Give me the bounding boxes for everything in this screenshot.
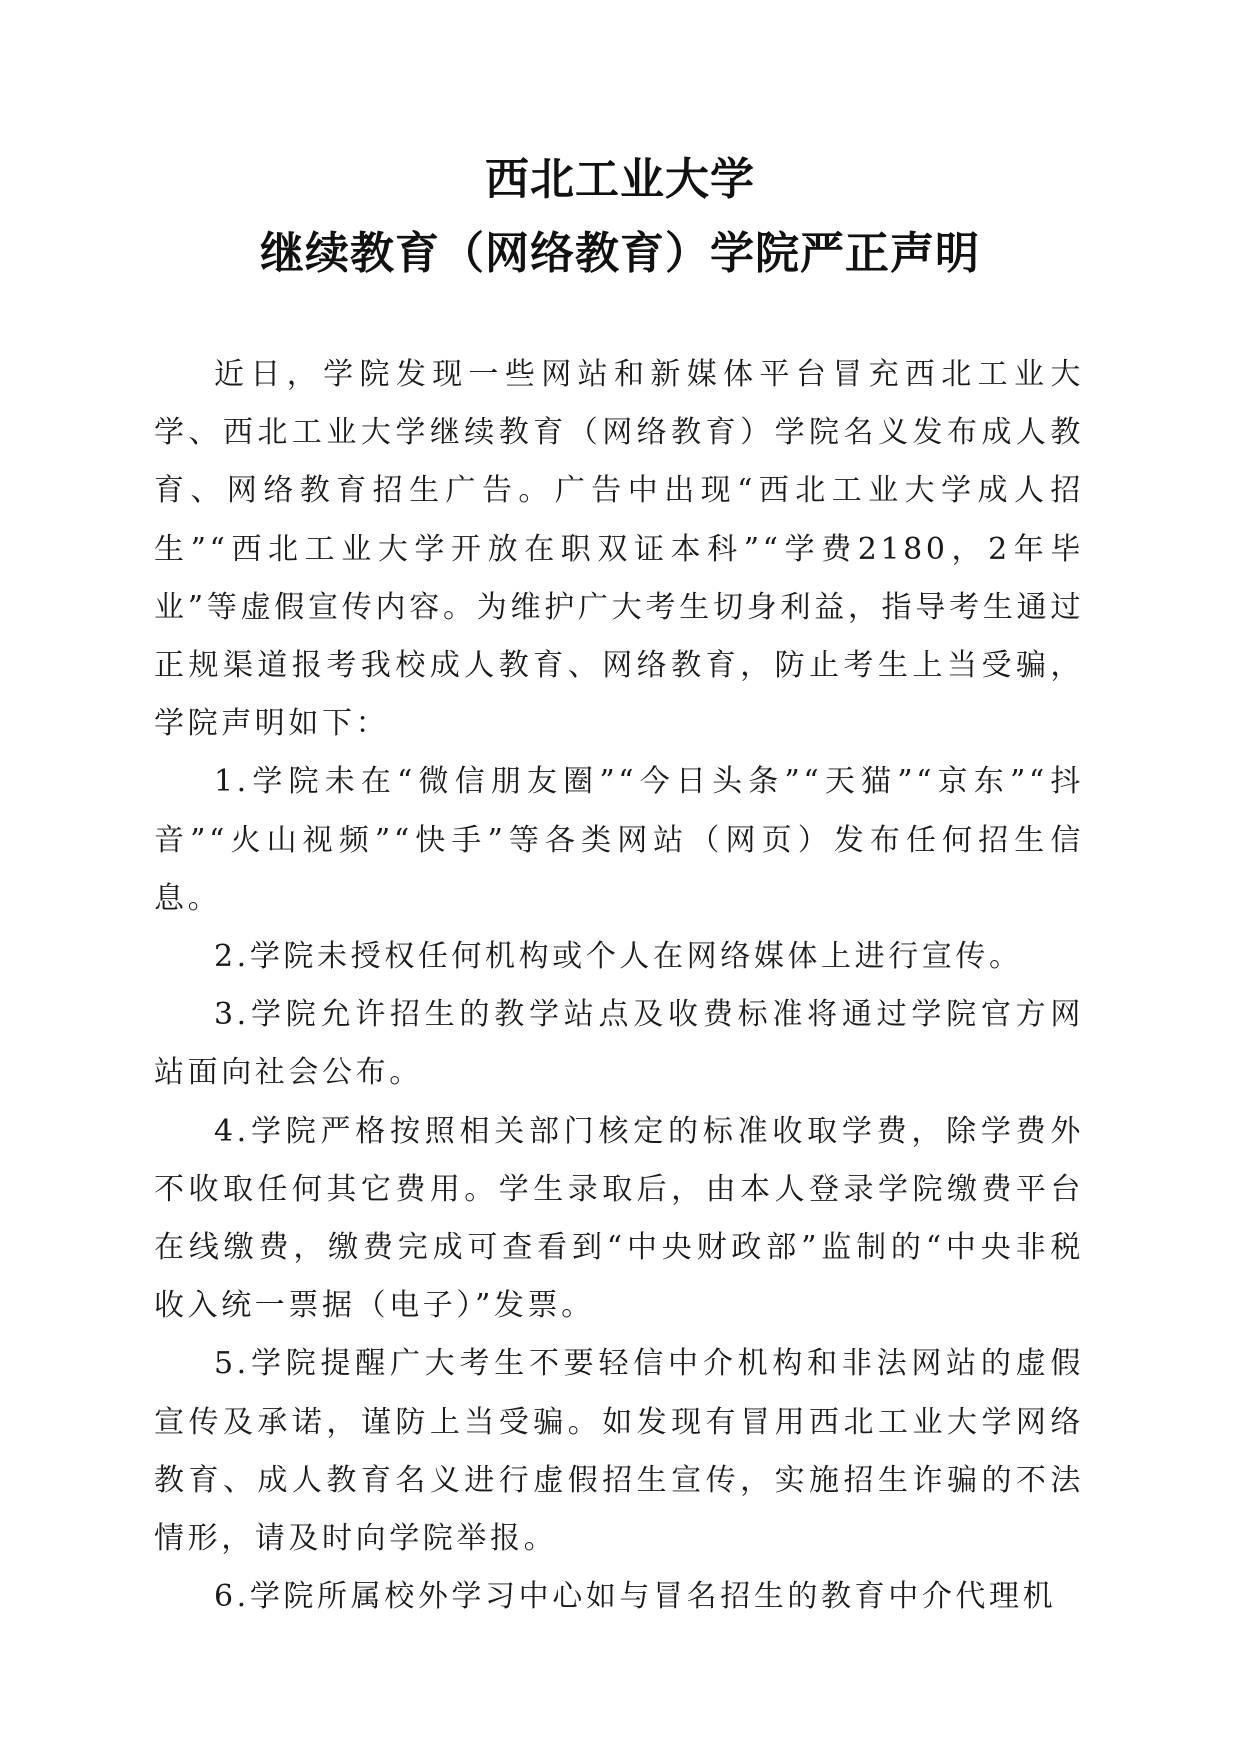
clause-2: 2.学院未授权任何机构或个人在网络媒体上进行宣传。 <box>214 939 1023 975</box>
clause-6: 6.学院所属校外学习中心如与冒名招生的教育中介代理机 <box>214 1579 1057 1615</box>
intro-paragraph: 近日，学院发现一些网站和新媒体平台冒充西北工业大学、西北工业大学继续教育（网络教育）学院名义发布成人教育、网络教育招生广告。广告中出现“西北工业大学成人招生”“西北工业大学开放在职双证本科”“学费2180，2年毕业”等虚假宣传内容。为维护广大考生切身利益，指导考生通过正规渠道报考我校成人教育、网络教育，防止考生上当受骗，学院声明如下： <box>154 357 1084 742</box>
statement-body <box>154 346 1084 1626</box>
document-title <box>0 154 1240 279</box>
clause-1: 1.学院未在“微信朋友圈”“今日头条”“天猫”“京东”“抖音”“火山视频”“快手”等各类网站（网页）发布任何招生信息。 <box>154 764 1084 916</box>
clause-3: 3.学院允许招生的教学站点及收费标准将通过学院官方网站面向社会公布。 <box>154 997 1084 1091</box>
clause-4: 4.学院严格按照相关部门核定的标准收取学费，除学费外不收取任何其它费用。学生录取后，由本人登录学院缴费平台在线缴费，缴费完成可查看到“中央财政部”监制的“中央非税收入统一票据（电子）”发票。 <box>154 1113 1084 1324</box>
title-statement: 继续教育（网络教育）学院严正声明 <box>260 228 980 279</box>
clause-5: 5.学院提醒广大考生不要轻信中介机构和非法网站的虚假宣传及承诺，谨防上当受骗。如发现有冒用西北工业大学网络教育、成人教育名义进行虚假招生宣传，实施招生诈骗的不法情形，请及时向学院举报。 <box>154 1346 1084 1557</box>
title-university: 西北工业大学 <box>485 154 755 205</box>
